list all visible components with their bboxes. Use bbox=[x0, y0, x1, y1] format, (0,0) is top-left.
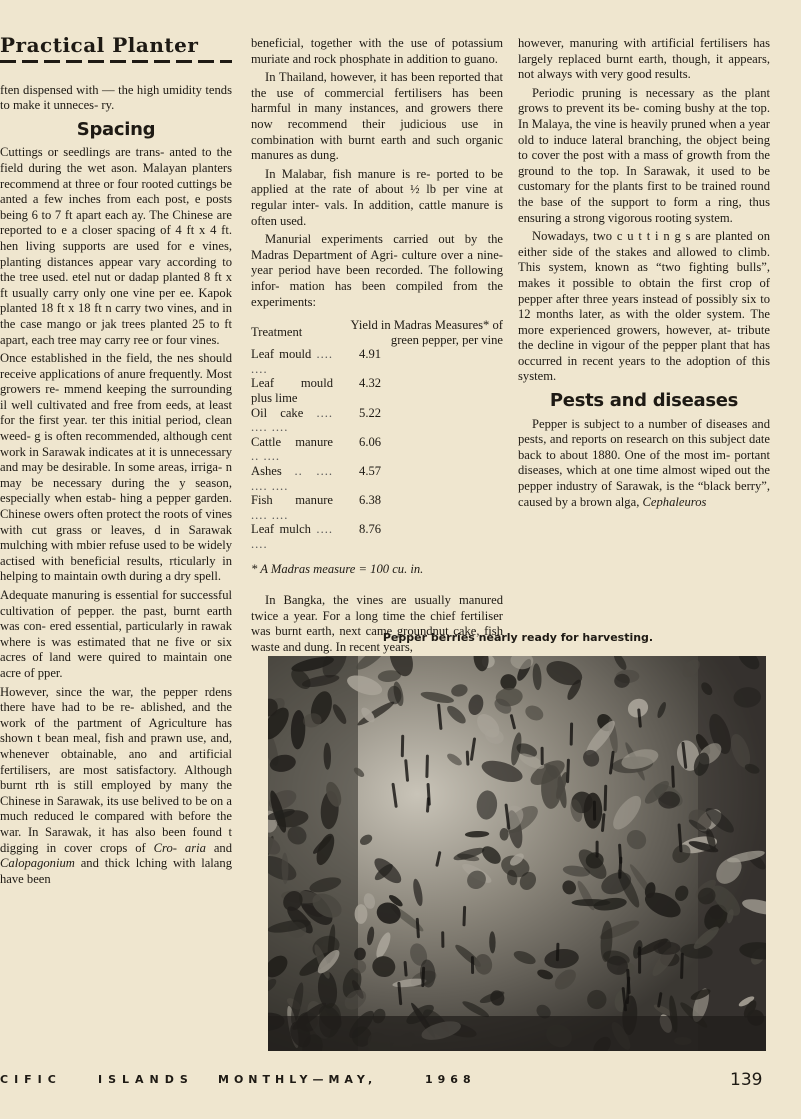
col3-p4-text: Pepper is subject to a number of diseases and pests, and reports on research on this subject date back to about 1880. One of the most im- portant diseases, which at one time almost wiped out the pepper industry of Sarawak, is the “black berry”, caused by a brown alga, bbox=[518, 416, 770, 509]
leader-dots: .... .... bbox=[251, 522, 334, 551]
col1-p5-text-c: and thick lching with lalang have been bbox=[0, 856, 232, 886]
yield-table-header-treatment: Treatment bbox=[251, 325, 303, 340]
yield-table-treatment bbox=[251, 435, 333, 464]
col2-paragraph-1: beneficial, together with the use of potassium muriate and rock phosphate in addition to guano. bbox=[251, 36, 503, 66]
col3-paragraph-4 bbox=[518, 417, 770, 511]
yield-table-treatment bbox=[251, 522, 333, 551]
col1-paragraph-4: Adequate manuring is essential for successful cultivation of pepper. the past, burnt earth was con- ered essential, particularly in rawak where is was estimated that ne five or six acres of land were quired to maintain one acre of pper. bbox=[0, 588, 232, 680]
leader-dots: .... .... bbox=[251, 507, 289, 522]
col2-paragraph-2: In Thailand, however, it has been reported that the use of commercial fertilisers has been harmful in many instances, and growers there now recommend their judicious use in combination with burnt earth and such organic manures as dung. bbox=[251, 70, 503, 163]
col1-paragraph-1: ften dispensed with — the high umidity tends to make it unneces- ry. bbox=[0, 82, 232, 113]
yield-table-treatment bbox=[251, 464, 333, 493]
treatment-label: Leaf mould plus lime bbox=[251, 376, 334, 406]
treatment-label: Leaf mulch bbox=[251, 522, 311, 537]
yield-table-footnote: * A Madras measure = 100 cu. in. bbox=[251, 561, 424, 576]
yield-table-row bbox=[251, 347, 503, 376]
col3-paragraph-2: Periodic pruning is necessary as the plant grows to prevent its be- coming bushy at the top. In Malaya, the vine is heavily pruned when a year old to induce lateral branching, the object being to cover the post with a mass of growth from the ground to the top. In Sarawak, it used to be customary for the plants first to be trained round the base of the support to form a ring, thus ensuring a strong vigorous rooting system. bbox=[518, 85, 770, 225]
yield-table-value: 4.57 bbox=[359, 464, 382, 479]
section-heading-pests-and-diseases: Pests and diseases bbox=[549, 390, 739, 412]
treatment-label: Leaf mould bbox=[251, 347, 312, 362]
yield-table-value: 4.32 bbox=[359, 376, 382, 391]
yield-table-row bbox=[251, 493, 503, 522]
yield-table-treatment bbox=[251, 376, 333, 405]
col1-p5-italic-2: Calopagonium bbox=[0, 856, 75, 871]
col1-p5-italic-1: Cro- aria bbox=[153, 840, 206, 855]
leader-dots: .... .... .... bbox=[251, 405, 334, 435]
yield-table-value: 6.38 bbox=[359, 493, 382, 508]
page-number: 139 bbox=[730, 1070, 763, 1090]
masthead-rule bbox=[0, 60, 232, 63]
yield-table-header bbox=[251, 318, 503, 347]
footer-year: 1968 bbox=[425, 1073, 476, 1086]
yield-table-value: 4.91 bbox=[359, 347, 382, 362]
col1-p5-text-b: and bbox=[213, 840, 233, 855]
yield-table-value: 6.06 bbox=[359, 434, 382, 449]
leader-dots: .... .... bbox=[251, 347, 334, 376]
yield-table-row bbox=[251, 376, 503, 405]
col1-p5-text-a: However, since the war, the pepper rdens there have had to be re- ablished, and the work of the partment of Agriculture has shown t bean meal, fish and prawn use, and, whenever obtainable, ano and artificial fertilisers, are most satisfactory. Although burnt rth is still employed by many the Chinese in Sarawak, its use belived to be on a much reduced le compared with before the war. In Sarawak, it has also been found t digging in cover crops of bbox=[0, 684, 232, 855]
section-heading-spacing: Spacing bbox=[76, 118, 156, 140]
page-footer bbox=[0, 1067, 801, 1097]
col1-paragraph-2: Cuttings or seedlings are trans- anted to the field during the wet ason. Malayan planters recommend at three or four rooted cuttings be anted a few inches from each post, e posts being 6 to 7 ft apart each ay. The Chinese are reported to e a closer spacing of 4 ft x 4 ft. hen living supports are used for e vines, planting distances appear vary according to the tree used. etel nut or dadap planted 8 ft x ft usually carry only one vine per ee. Kapok planted 18 ft x 18 ft n carry two vines, and in the case mango or jak trees planted 25 to ft apart, each tree may carry ree or four vines. bbox=[0, 145, 232, 347]
column-2 bbox=[251, 36, 503, 659]
col2-paragraph-3: In Malabar, fish manure is re- ported to be applied at the rate of about ½ lb per vine at regular inter- vals. In addition, cattle manure is often used. bbox=[251, 166, 503, 228]
column-3 bbox=[518, 36, 770, 513]
yield-table-treatment bbox=[251, 406, 333, 435]
yield-table-value: 5.22 bbox=[359, 405, 382, 420]
col1-paragraph-3: Once established in the field, the nes should receive applications of anure frequently. Most growers re- mmend keeping the surrounding il well cultivated and free from eeds, at least for the first year. ter this initial period, clean weed- g is often recommended, although cent work in Sarawak indicates at it is unnecessary and may be desirable. In some areas, irriga- n may be necessary during the y season, especially when estab- hing a pepper garden. Chinese owers often protect the roots of vines with cut grass or leaves, d in Sarawak mulching with mbier refuse used to be widely actised with beneficial results, rticularly in helping to maintain owth during a dry spell. bbox=[0, 351, 232, 584]
yield-table bbox=[251, 318, 503, 552]
treatment-label: Fish manure bbox=[251, 493, 334, 508]
column-1 bbox=[0, 33, 233, 890]
treatment-label: Cattle manure bbox=[251, 434, 334, 449]
yield-table-row bbox=[251, 522, 503, 551]
treatment-label: Oil cake bbox=[251, 405, 304, 420]
yield-table-treatment bbox=[251, 347, 333, 376]
yield-table-value: 8.76 bbox=[359, 522, 382, 537]
leader-dots: .. .... .... .... bbox=[251, 464, 334, 493]
col2-paragraph-4: Manurial experiments carried out by the Madras Department of Agri- culture over a nine-year period have been recorded. The following infor- mation has been compiled from the experiments: bbox=[251, 232, 503, 309]
col1-paragraph-5 bbox=[0, 685, 232, 888]
footer-monthly-date: MONTHLY—MAY, bbox=[218, 1073, 378, 1086]
pepper-plant-image bbox=[268, 656, 766, 1051]
pepper-plant-photo bbox=[268, 656, 766, 1051]
yield-table-row bbox=[251, 435, 503, 464]
leader-dots: .. .... bbox=[251, 449, 281, 464]
col3-paragraph-1: however, manuring with artificial fertilisers has largely replaced burnt earth, though, it appears, not always with very good results. bbox=[518, 36, 770, 82]
yield-table-row bbox=[251, 464, 503, 493]
yield-table-treatment bbox=[251, 493, 333, 522]
footer-islands: ISLANDS bbox=[98, 1073, 194, 1086]
col2-paragraph-5: In Bangka, the vines are usually manured twice a year. For a long time the chief fertiliser was burnt earth, next came groundnut cake, fish waste and dung. In recent years, bbox=[251, 593, 503, 654]
col3-p4-italic: Cephaleuros bbox=[642, 494, 707, 509]
yield-table-header-yield: Yield in Madras Measures* of green pepper, per vine bbox=[350, 318, 503, 347]
treatment-label: Ashes bbox=[251, 464, 282, 479]
masthead-title: Practical Planter bbox=[0, 33, 199, 57]
footer-magazine-name-part: CIFIC bbox=[0, 1073, 62, 1086]
photo-caption: Pepper berries nearly ready for harvesting. bbox=[382, 631, 654, 644]
col3-paragraph-3: Nowadays, two c u t t i n g s are planted on either side of the stakes and allowed to climb. This system, known as “two fighting bulls”, makes it possible to obtain the first crop of pepper after three years instead of possibly six to 12 months later, as with the older system. The more experienced growers, however, at- tribute the decline in vigour of the pepper plant that has occurred in recent years to the adoption of this system. bbox=[518, 229, 770, 384]
yield-table-row bbox=[251, 406, 503, 435]
